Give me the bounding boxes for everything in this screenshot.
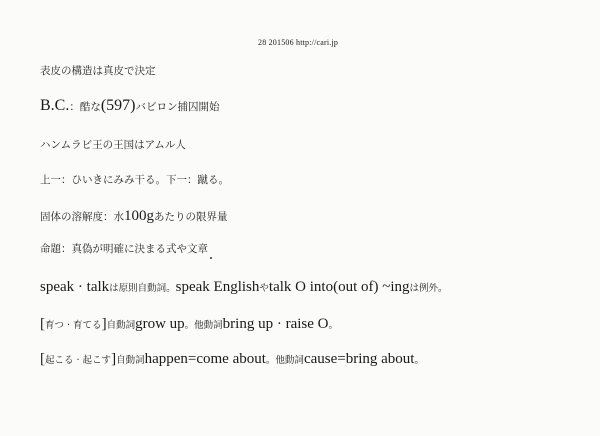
occur-kanji: 起こる · 起こす — [45, 355, 112, 366]
speak-english: speak English — [175, 279, 260, 295]
note-line-proposition: 命題：真偽が明確に決まる式や文章 — [40, 243, 208, 255]
solubility-suffix: あたりの限界量 — [154, 211, 228, 223]
close-bracket: ] — [111, 351, 117, 367]
solubility-label: 固体の溶解度：水 — [40, 211, 124, 223]
bring-up-raise: bring up · raise O — [222, 316, 329, 332]
talk-into: talk O into(out of) ~ing — [268, 279, 410, 295]
intransitive-note: は原則自動詞。 — [109, 283, 176, 294]
bc-label: B.C. — [40, 97, 70, 114]
note-line-skin-structure: 表皮の構造は真皮で決定 — [40, 65, 156, 77]
grow-kanji: 育つ · 育てる — [45, 320, 102, 331]
happen-come-about: happen=come about — [144, 351, 266, 367]
note-line-speak-talk — [40, 278, 448, 295]
note-line-verb-conjugation: 上一：ひいきにみみ干る。下一：蹴る。 — [40, 174, 229, 186]
note-line-hammurabi: ハンムラビ王の王国はアムル人 — [40, 139, 186, 151]
exception-note: は例外。 — [409, 283, 448, 294]
note-line-solubility — [40, 207, 228, 224]
note-line-babylon — [40, 97, 220, 114]
bc-year: (597) — [100, 97, 136, 114]
intransitive-label: 自動詞 — [116, 355, 145, 366]
open-bracket: [ — [40, 316, 45, 332]
period: 。 — [328, 320, 338, 331]
note-line-happen — [40, 350, 424, 367]
period: 。 — [414, 355, 424, 366]
open-bracket: [ — [40, 351, 45, 367]
bc-event: バビロン捕囚開始 — [135, 101, 220, 113]
intransitive-label: 自動詞 — [106, 320, 136, 331]
note-line-grow-up — [40, 315, 338, 332]
grow-up: grow up — [135, 316, 185, 332]
ya-particle: や — [259, 283, 269, 294]
solubility-amount: 100g — [124, 208, 154, 224]
close-bracket: ] — [101, 316, 107, 332]
stray-dot — [210, 257, 212, 259]
cause-bring-about: cause=bring about — [303, 351, 415, 367]
transitive-label: 。他動詞 — [184, 320, 223, 331]
bc-colon-text: ：酷な — [69, 101, 101, 113]
page-header: 28 201506 http://cari.jp — [258, 38, 339, 47]
speak-talk: speak · talk — [40, 279, 110, 295]
transitive-label: 。他動詞 — [265, 355, 304, 366]
